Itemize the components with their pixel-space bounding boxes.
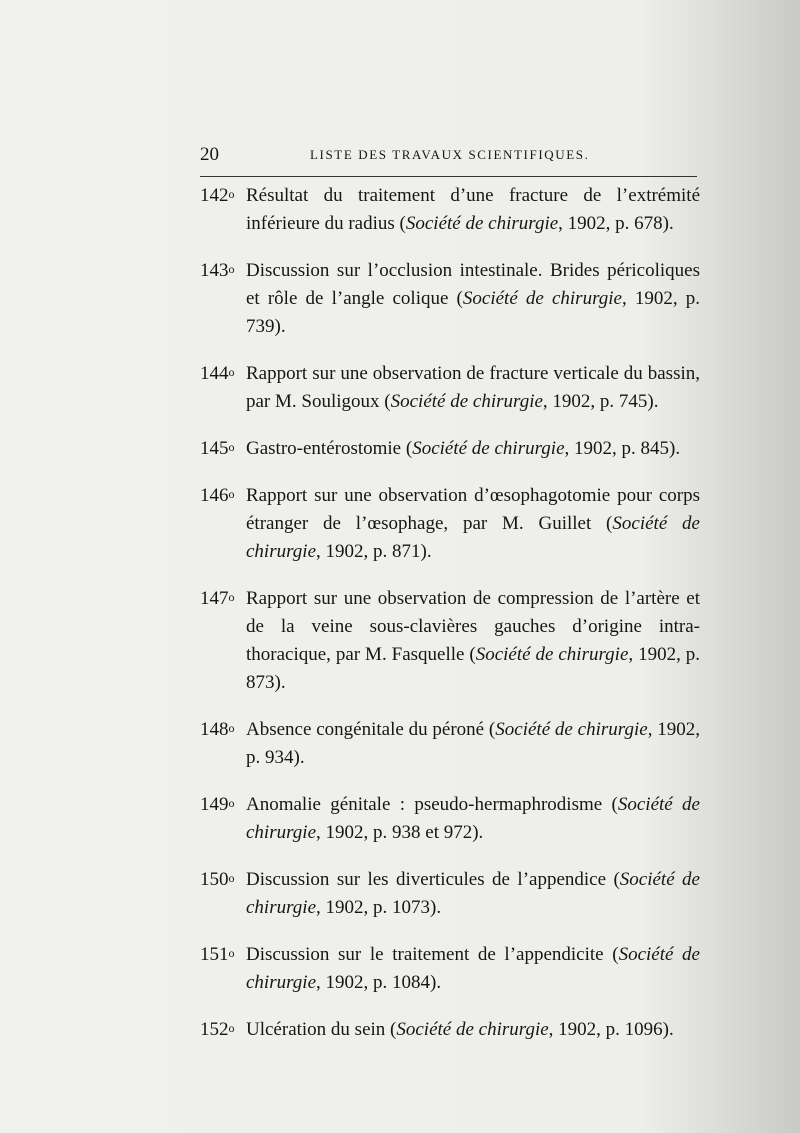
entry-number: 148$^o$ bbox=[200, 719, 235, 740]
entry-text bbox=[246, 869, 700, 918]
entry-number: 151$^o$ bbox=[200, 944, 235, 965]
list-item bbox=[200, 585, 700, 697]
entry-number: 145$^o$ bbox=[200, 438, 235, 459]
entry-text-part: Gastro-entérostomie ( bbox=[246, 438, 413, 459]
list-item bbox=[200, 435, 700, 463]
entry-text-part: , 1902, p. 739). bbox=[246, 288, 700, 337]
list-item bbox=[200, 482, 700, 566]
entry-text bbox=[246, 944, 700, 993]
entry-text-part: , 1902, p. 1073). bbox=[316, 897, 442, 918]
entry-text bbox=[246, 588, 700, 693]
entry-text bbox=[246, 363, 700, 412]
entry-number: 143$^o$ bbox=[200, 260, 235, 281]
list-item bbox=[200, 1016, 700, 1044]
entry-text-part: Rapport sur une observation de compression de l’artère et de la veine sous-clavières gauches d’origine intrathoracique, par M. Fasquelle ( bbox=[246, 588, 700, 665]
entry-number: 152$^o$ bbox=[200, 1019, 235, 1040]
entry-number: 147$^o$ bbox=[200, 588, 235, 609]
list-item bbox=[200, 360, 700, 416]
entry-text-part: , 1902, p. 745). bbox=[542, 391, 659, 412]
running-title: LISTE DES TRAVAUX SCIENTIFIQUES. bbox=[310, 147, 590, 162]
journal-title: Société de chirurgie bbox=[246, 869, 700, 918]
entry-text bbox=[246, 185, 700, 234]
entry-text-part: Rapport sur une observation d’œsophagotomie pour corps étranger de l’œsophage, par M. Guillet ( bbox=[246, 485, 700, 534]
entry-text bbox=[246, 485, 700, 562]
page-header bbox=[200, 144, 697, 166]
entry-text-part: Discussion sur l’occlusion intestinale. Brides péricoliques et rôle de l’angle colique ( bbox=[246, 260, 700, 309]
entry-text-part: Anomalie génitale : pseudo-hermaphrodisme ( bbox=[246, 794, 618, 815]
entry-number: 146$^o$ bbox=[200, 485, 235, 506]
entry-text bbox=[246, 794, 700, 843]
entry-text-part: , 1902, p. 1096). bbox=[548, 1019, 674, 1040]
list-item bbox=[200, 716, 700, 772]
entry-text-part: Rapport sur une observation de fracture verticale du bassin, par M. Souligoux ( bbox=[246, 363, 700, 412]
entry-text-part: Discussion sur les diverticules de l’appendice ( bbox=[246, 869, 620, 890]
journal-title: Société de chirurgie bbox=[495, 719, 648, 740]
entry-text bbox=[246, 260, 700, 337]
entry-text-part: , 1902, p. 678). bbox=[558, 213, 674, 234]
entry-text bbox=[246, 1019, 674, 1040]
list-item bbox=[200, 182, 700, 238]
entry-number: 142$^o$ bbox=[200, 185, 235, 206]
list-item bbox=[200, 257, 700, 341]
journal-title: Société de chirurgie bbox=[412, 438, 565, 459]
journal-title: Société de chirurgie bbox=[246, 944, 700, 993]
entry-text-part: Résultat du traitement d’une fracture de l’extrémité inférieure du radius ( bbox=[246, 185, 700, 234]
entry-text-part: Ulcération du sein ( bbox=[246, 1019, 397, 1040]
journal-title: Société de chirurgie bbox=[475, 644, 629, 665]
entry-number: 149$^o$ bbox=[200, 794, 235, 815]
journal-title: Société de chirurgie bbox=[390, 391, 543, 412]
entry-text-part: , 1902, p. 871). bbox=[316, 541, 432, 562]
entry-text-part: , 1902, p. 845). bbox=[564, 438, 681, 459]
entry-number: 150$^o$ bbox=[200, 869, 235, 890]
entry-text-part: Absence congénitale du péroné ( bbox=[246, 719, 496, 740]
entry-text-part: Discussion sur le traitement de l’appendicite ( bbox=[246, 944, 619, 965]
journal-title: Société de chirurgie bbox=[246, 794, 700, 843]
entry-text-part: , 1902, p. 873). bbox=[246, 644, 701, 693]
header-rule bbox=[200, 176, 697, 177]
journal-title: Société de chirurgie bbox=[396, 1019, 549, 1040]
list-item bbox=[200, 791, 700, 847]
journal-title: Société de chirurgie bbox=[462, 288, 622, 309]
entry-text-part: , 1902, p. 934). bbox=[246, 719, 700, 768]
page-number: 20 bbox=[200, 144, 219, 165]
list-item bbox=[200, 866, 700, 922]
journal-title: Société de chirurgie bbox=[246, 513, 700, 562]
list-item bbox=[200, 941, 700, 997]
bibliography-list bbox=[200, 182, 700, 1063]
entry-text-part: , 1902, p. 1084). bbox=[316, 972, 442, 993]
entry-number: 144$^o$ bbox=[200, 363, 235, 384]
journal-title: Société de chirurgie bbox=[405, 213, 559, 234]
entry-text-part: , 1902, p. 938 et 972). bbox=[316, 822, 484, 843]
entry-text bbox=[246, 438, 680, 459]
entry-text bbox=[246, 719, 700, 768]
